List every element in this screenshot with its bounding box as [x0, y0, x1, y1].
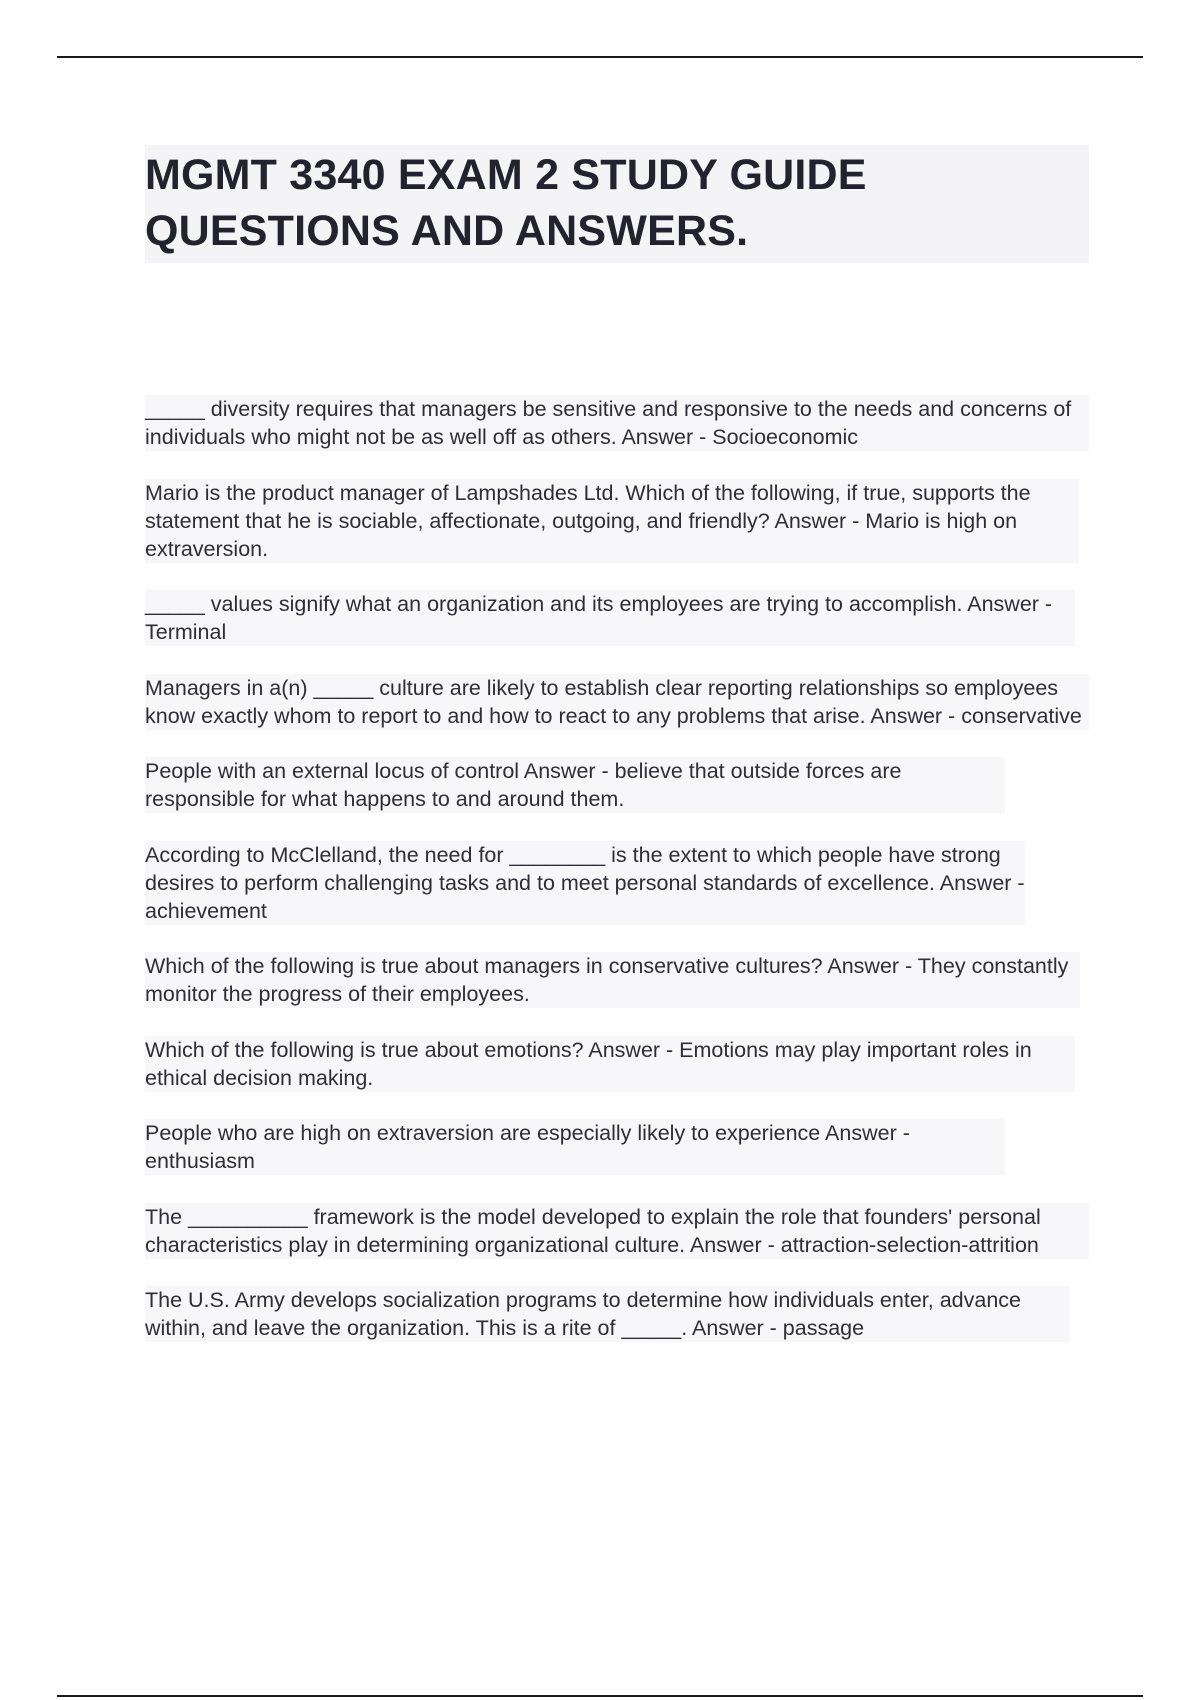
qa-item: _____ diversity requires that managers be sensitive and responsive to the needs and concerns of individuals who might not be as well off as others. Answer - Socioeconomic [145, 395, 1089, 451]
qa-item: Mario is the product manager of Lampshades Ltd. Which of the following, if true, supports the statement that he is sociable, affectionate, outgoing, and friendly? Answer - Mario is high on extraversion. [145, 479, 1079, 563]
qa-item: The U.S. Army develops socialization programs to determine how individuals enter, advance within, and leave the organization. This is a rite of _____. Answer - passage [145, 1286, 1070, 1342]
qa-item: People with an external locus of control Answer - believe that outside forces are responsible for what happens to and around them. [145, 757, 1005, 813]
title-block [145, 145, 1089, 263]
qa-item: The __________ framework is the model developed to explain the role that founders' personal characteristics play in determining organizational culture. Answer - attraction-selection-attrition [145, 1203, 1089, 1259]
qa-item: Managers in a(n) _____ culture are likely to establish clear reporting relationships so employees know exactly whom to report to and how to react to any problems that arise. Answer - conservative [145, 674, 1089, 730]
top-rule [57, 56, 1143, 58]
page-title: MGMT 3340 EXAM 2 STUDY GUIDE QUESTIONS AND ANSWERS. [145, 151, 867, 255]
bottom-rule [57, 1695, 1143, 1697]
qa-item: Which of the following is true about emotions? Answer - Emotions may play important roles in ethical decision making. [145, 1036, 1075, 1092]
qa-item: _____ values signify what an organization and its employees are trying to accomplish. Answer - Terminal [145, 590, 1075, 646]
qa-list [145, 395, 1089, 1370]
qa-item: People who are high on extraversion are especially likely to experience Answer - enthusiasm [145, 1119, 1005, 1175]
qa-item: According to McClelland, the need for ________ is the extent to which people have strong desires to perform challenging tasks and to meet personal standards of excellence. Answer - achievement [145, 842, 1025, 923]
qa-item: Which of the following is true about managers in conservative cultures? Answer - They constantly monitor the progress of their employees. [145, 952, 1080, 1008]
